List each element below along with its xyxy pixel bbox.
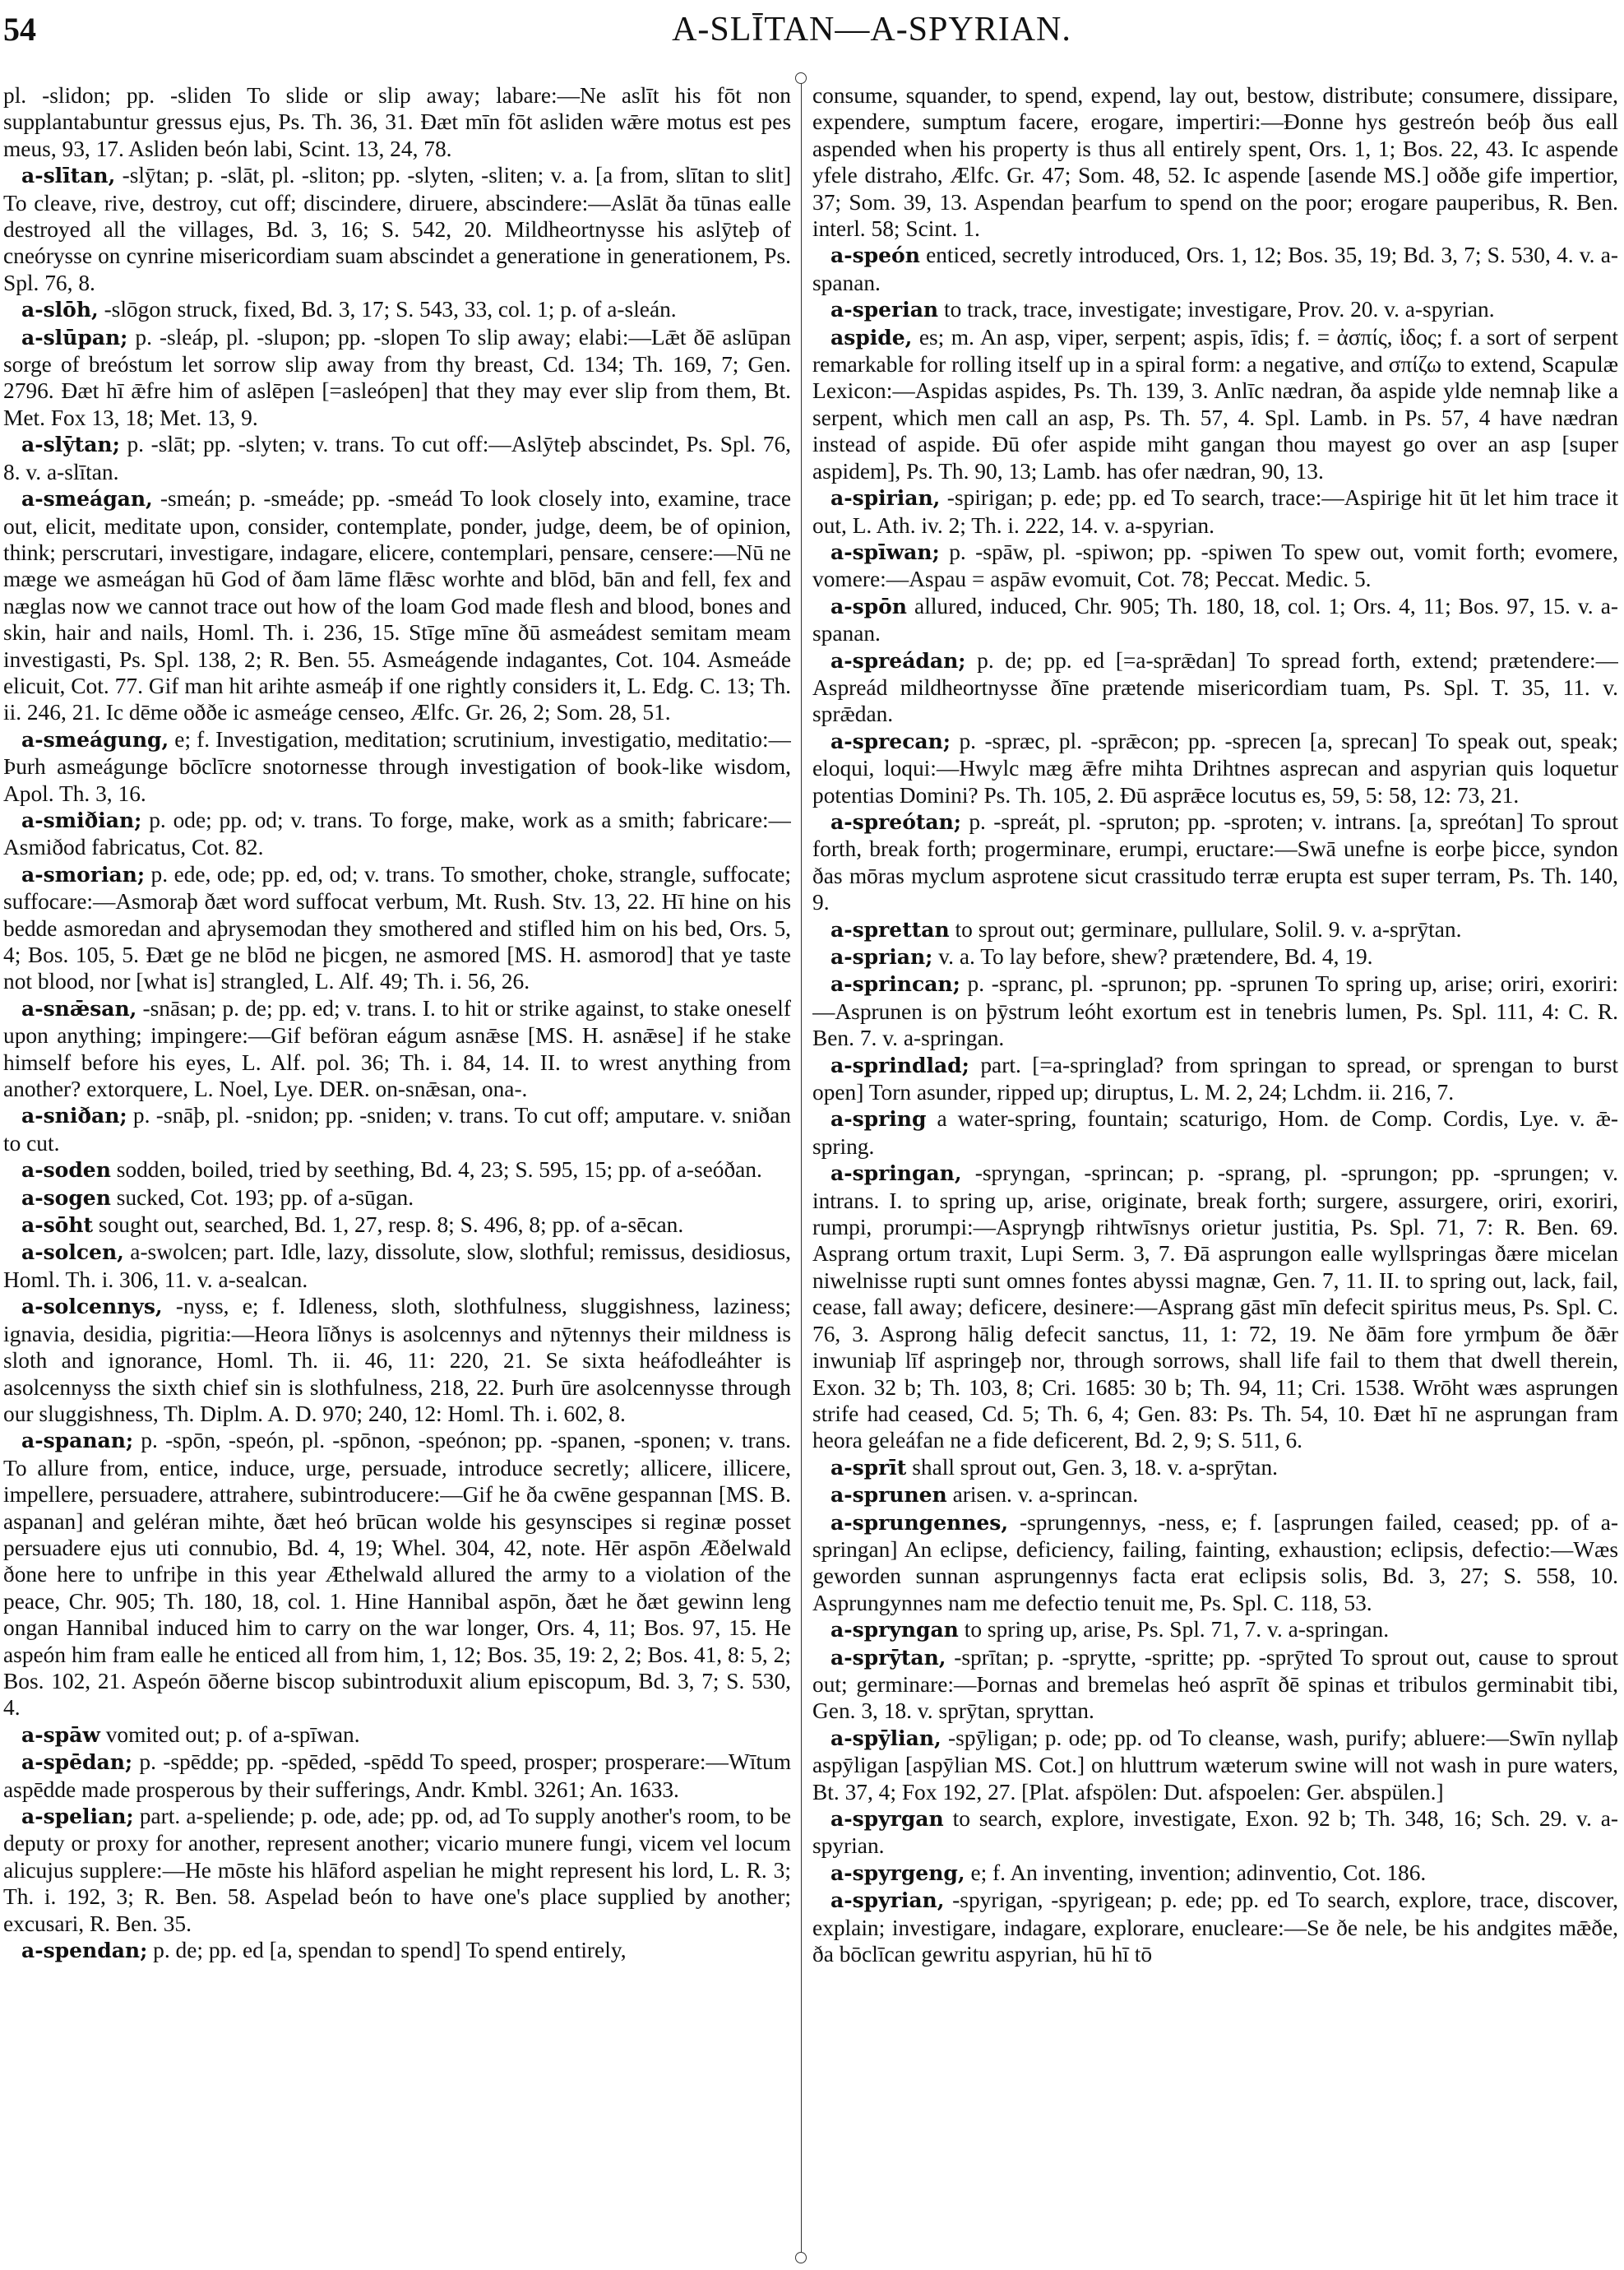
right-column	[812, 82, 1618, 2262]
dictionary-entry	[812, 593, 1618, 647]
dictionary-entry	[3, 726, 791, 807]
entry-text: sucked, Cot. 193; pp. of a-sūgan.	[116, 1184, 414, 1210]
headword: a-smeágung,	[21, 727, 169, 752]
headword: a-sprunen	[831, 1483, 947, 1508]
entry-text: a water-spring, fountain; scaturigo, Hom. de Comp. Cordis, Lye. v. ǣ-spring.	[812, 1106, 1618, 1159]
entry-text: -spirigan; p. ede; pp. ed To search, trace:—Aspirige hit ūt let him trace it out, L. Ath. iv. 2; Th. i. 222, 14. v. a-spyrian.	[812, 485, 1618, 538]
dictionary-entry	[812, 1887, 1618, 1967]
dictionary-entry	[812, 728, 1618, 808]
dictionary-entry	[812, 971, 1618, 1051]
entry-text: -smeán; p. -smeáde; pp. -smeád To look closely into, examine, trace out, elicit, meditate upon, consider, contemplate, ponder, judge, deem, be of opinion, think; perscrutari, investigare, indagare, elicere, contemplari, pensare, censere:—Nū ne mæge we asmeágan hū God of ðam lāme flǣsc worhte and blōd, bān and fell, fex and næglas now we cannot trace out how of the loam God made flesh and blood, bones and skin, hair and nails, Homl. Th. i. 236, 15. Stīge mīne ðū asmeádest semitam meam investigasti, Ps. Spl. 138, 2; R. Ben. 55. Asmeágende indagantes, Cot. 104. Asmeáde elicuit, Cot. 77. Gif man hit arihte asmeáþ if one rightly considers it, L. Edg. C. 13; Th. ii. 246, 21. Ic dēme oððe ic asmeáge censeo, Ælfc. Gr. 26, 2; Som. 28, 51.	[3, 486, 791, 725]
headword: a-spreádan;	[831, 648, 966, 673]
headword: a-sōht	[21, 1213, 94, 1238]
entry-text: p. -spræc, pl. -sprǣcon; pp. -sprecen [a, sprecan] To speak out, speak; eloqui, loqui:—Hwylc mæg ǣfre mihta Drihtnes asprecan and aspyrian quis loquetur potentias Domini? Ps. Th. 105, 2. Ðū asprǣce locutus es, 59, 5: 58, 12: 73, 21.	[812, 728, 1618, 808]
entry-text: -sprītan; p. -sprytte, -spritte; pp. -sprȳted To sprout out, cause to sprout out; germinare:—Þornas and bremelas heó asprīt ðē spinas et tribulos germinabit tibi, Gen. 3, 18. v. sprȳtan, spryttan.	[812, 1644, 1618, 1724]
headword: a-sprettan	[831, 917, 950, 942]
headword: a-slītan,	[21, 164, 116, 188]
dictionary-entry	[3, 82, 791, 162]
entry-text: enticed, secretly introduced, Ors. 1, 12; Bos. 35, 19; Bd. 3, 7; S. 530, 4. v. a-spanan.	[812, 243, 1618, 295]
headword: a-speón	[831, 243, 920, 268]
headword: a-spanan;	[21, 1429, 134, 1453]
entry-text: p. -spāw, pl. -spiwon; pp. -spiwen To spew out, vomit forth; evomere, vomere:—Aspau = aspāw evomuit, Cot. 78; Peccat. Medic. 5.	[812, 539, 1618, 592]
dictionary-entry	[812, 484, 1618, 539]
headword: a-sogen	[21, 1185, 111, 1210]
entry-text: p. -spreát, pl. -spruton; pp. -sproten; v. intrans. [a, spreótan] To sprout forth, break forth; progerminare, erumpi, eructare:—Swā unefne is eorþe þicce, syndon ðas mōras myclum asprotene sicut crassitudo terræ erupta est super terram, Ps. Th. 140, 9.	[812, 808, 1618, 915]
column-divider	[801, 82, 802, 2254]
headword: a-spōn	[831, 594, 907, 618]
entry-text: es; m. An asp, viper, serpent; aspis, īdis; f. = ἀσπίς, ἰδος; f. a sort of serpent remarkable for rolling itself up in a spiral form: a negative, and σπίζω to extend, Scapulæ Lexicon:—Aspidas aspides, Ps. Th. 139, 3. Anlīc nædran, ða aspide ylde nemnaþ like a serpent, which men call an asp, Ps. Th. 57, 4. Spl. Lamb. in Ps. 57, 4 have nædran instead of aspide. Ðū ofer aspide miht gangan thou mayest go over an asp [super aspidem], Ps. Th. 90, 13; Lamb. has ofer nædran, 90, 13.	[812, 324, 1618, 484]
headword: a-sprȳtan,	[831, 1645, 946, 1670]
dictionary-entry	[3, 1293, 791, 1427]
page-title: A-SLĪTAN—A-SPYRIAN.	[672, 11, 1071, 49]
headword: a-spreótan;	[831, 809, 962, 834]
headword: a-soden	[21, 1158, 111, 1183]
dictionary-entry	[3, 1427, 791, 1721]
headword: a-smiðian;	[21, 808, 142, 832]
dictionary-entry	[812, 1805, 1618, 1860]
headword: a-spȳlian,	[831, 1726, 942, 1750]
dictionary-entry	[812, 1454, 1618, 1481]
page-number: 54	[3, 11, 36, 48]
entry-text: p. de; pp. ed [=a-sprǣdan] To spread forth, extend; prætendere:—Aspreád mildheortnysse ðīne prætende misericordiam tuam, Ps. Spl. T. 35, 11. v. sprǣdan.	[812, 647, 1618, 727]
dictionary-entry	[812, 296, 1618, 323]
entry-text: p. -spēdde; pp. -spēded, -spēdd To speed, prosper; prosperare:—Wītum aspēdde made prosperous by their sufferings, Andr. Kmbl. 3261; An. 1633.	[3, 1749, 791, 1802]
dictionary-entry	[812, 1725, 1618, 1805]
dictionary-entry	[812, 82, 1618, 242]
entry-text: p. -spōn, -speón, pl. -spōnon, -speónon; pp. -spanen, -sponen; v. trans. To allure from, entice, induce, urge, persuade, introduce secretly; allicere, illicere, impellere, persuadere, attrahere, subintroducere:—Gif he ða cwēne gespannan [MS. B. aspanan] and geléran mihte, ðæt heó brūcan wolde his gesynscipes si reginæ posset persuadere ejus uti connubio, Bd. 4, 19; Whel. 304, 42, note. Hēr aspōn Æðelwald ðone here to unfriþe in this year Æthelwald allured the army to a violation of the peace, Chr. 905; Th. 180, 18, col. 1. Hine Hannibal aspōn, ðæt he ðæt gewinn leng ongan Hannibal induced him to carry on the war longer, Ors. 4, 11; Bos. 97, 15. He aspeón him fram ealle he enticed all from him, 1, 12; Bos. 35, 19: 2, 2; Bos. 41, 8: 5, 2; Bos. 102, 21. Aspeón ōðerne biscop subintroduxit alium episcopum, Bd. 3, 7; S. 530, 4.	[3, 1428, 791, 1721]
entry-text: a-swolcen; part. Idle, lazy, dissolute, slow, slothful; remissus, desidiosus, Homl. Th. i. 306, 11. v. a-sealcan.	[3, 1239, 791, 1292]
dictionary-entry	[3, 861, 791, 995]
headword: a-smeágan,	[21, 487, 153, 512]
dictionary-entry	[812, 1160, 1618, 1453]
entry-text: to track, trace, investigate; investigare, Prov. 20. v. a-spyrian.	[943, 297, 1495, 322]
dictionary-entry	[3, 995, 791, 1103]
headword: a-spelian;	[21, 1804, 134, 1828]
entry-text: pl. -slidon; pp. -sliden To slide or slip away; labare:—Ne aslīt his fōt non supplantabuntur gressus ejus, Ps. Th. 36, 31. Ðæt mīn fōt asliden wǣre motus est pes meus, 93, 17. Asliden beón labi, Scint. 13, 24, 78.	[3, 83, 791, 161]
headword: a-sniðan;	[21, 1104, 127, 1128]
headword: a-sprecan;	[831, 729, 951, 753]
dictionary-entry	[3, 162, 791, 296]
headword: a-sprincan;	[831, 972, 960, 997]
headword: a-spirian,	[831, 486, 941, 511]
dictionary-entry	[3, 807, 791, 861]
entry-text: p. -spranc, pl. -sprunon; pp. -sprunen To spring up, arise; oriri, exoriri:—Asprunen is on þȳstrum leóht exortum est in tenebris lumen, Ps. Spl. 111, 4: C. R. Ben. 7. v. a-springan.	[812, 971, 1618, 1051]
entry-text: e; f. Investigation, meditation; scrutinium, investigatio, meditatio:—Þurh asmeágunge bōclīcre snotornesse through investigation of book-like wisdom, Apol. Th. 3, 16.	[3, 726, 791, 806]
entry-text: part. [=a-springlad? from springan to spread, or sprengan to burst open] Torn asunder, ripped up; diruptus, L. M. 2, 24; Lchdm. ii. 216, 7.	[812, 1052, 1618, 1105]
dictionary-entry	[3, 431, 791, 485]
dictionary-entry	[3, 485, 791, 726]
entry-text: p. -sleáp, pl. -slupon; pp. -slopen To slip away; elabi:—Lǣt ðē aslūpan sorge of breóstum let sorrow slip away from thy breast, Cd. 134; Th. 169, 7; Gen. 2796. Ðæt hī ǣfre him of aslēpen [=asleópen] that they may ever slip from them, Bt. Met. Fox 13, 18; Met. 13, 9.	[3, 324, 791, 430]
entry-text: p. -slāt; pp. -slyten; v. trans. To cut off:—Aslȳteþ abscindet, Ps. Spl. 76, 8. v. a-slītan.	[3, 432, 791, 484]
dictionary-entry	[3, 1937, 791, 1964]
headword: a-smorian;	[21, 862, 146, 887]
left-column	[3, 82, 791, 2262]
dictionary-entry	[812, 647, 1618, 728]
entry-text: sodden, boiled, tried by seething, Bd. 4, 23; S. 595, 15; pp. of a-seóðan.	[116, 1157, 762, 1183]
headword: a-sprungennes,	[831, 1510, 1009, 1535]
headword: a-spyrgan	[831, 1807, 944, 1831]
entry-text: p. -snāþ, pl. -snidon; pp. -sniden; v. trans. To cut off; amputare. v. sniðan to cut.	[3, 1103, 791, 1156]
entry-text: arisen. v. a-sprincan.	[952, 1482, 1139, 1508]
entry-text: p. de; pp. ed [a, spendan to spend] To spend entirely,	[153, 1938, 627, 1963]
dictionary-entry	[812, 916, 1618, 943]
headword: a-solcennys,	[21, 1295, 163, 1319]
dictionary-entry	[3, 296, 791, 323]
entry-text: -sprungennys, -ness, e; f. [asprungen failed, ceased; pp. of a-springan] An eclipse, deficiency, failing, fainting, exhaustion; eclipsis, defectio:—Wæs geworden sunnan asprungennys facta erat eclipsis solis, Bd. 3, 27; S. 558, 10. Asprungynnes nam me defectio tenuit me, Ps. Spl. C. 118, 53.	[812, 1509, 1618, 1615]
headword: a-sprindlad;	[831, 1053, 969, 1077]
entry-text: v. a. To lay before, shew? prætendere, Bd. 4, 19.	[938, 944, 1373, 969]
headword: a-spendan;	[21, 1939, 148, 1963]
dictionary-entry	[812, 1105, 1618, 1160]
headword: aspide,	[831, 325, 913, 350]
dictionary-entry	[3, 1721, 791, 1749]
entry-text: allured, induced, Chr. 905; Th. 180, 18, col. 1; Ors. 4, 11; Bos. 97, 15. v. a-spanan.	[812, 593, 1618, 646]
headword: a-springan,	[831, 1161, 962, 1186]
dictionary-entry	[3, 1156, 791, 1184]
dictionary-entry	[3, 324, 791, 432]
entry-text: vomited out; p. of a-spīwan.	[105, 1721, 360, 1747]
headword: a-spēdan;	[21, 1750, 133, 1775]
dictionary-entry	[812, 1509, 1618, 1617]
entry-text: -slȳtan; p. -slāt, pl. -sliton; pp. -slyten, -sliten; v. a. [a from, slītan to slit] To cleave, rive, destroy, cut off; discindere, diruere, abscindere:—Aslāt ða tūnas ealle destroyed all the villages, Bd. 3, 16; S. 542, 20. Mildheortnysse his aslȳteþ of cneórysse on cynrine misericordiam suam abscindet a generatione in generationem, Ps. Spl. 76, 8.	[3, 163, 791, 295]
dictionary-entry	[812, 1481, 1618, 1508]
dictionary-entry	[812, 808, 1618, 916]
entry-text: to spring up, arise, Ps. Spl. 71, 7. v. a-springan.	[964, 1617, 1390, 1642]
page-header	[0, 7, 1624, 64]
entry-text: -snāsan; p. de; pp. ed; v. trans. I. to hit or strike against, to stake oneself upon anything; impingere:—Gif beföran eágum asnǣse [MS. H. asnǣse] if he stake himself before his eyes, L. Alf. pol. 36; Th. i. 84, 14. II. to wrest anything from another? extorquere, L. Noel, Lye. DER. on-snǣsan, ona-.	[3, 995, 791, 1102]
entry-text: shall sprout out, Gen. 3, 18. v. a-sprȳtan.	[912, 1454, 1278, 1480]
entry-text: e; f. An inventing, invention; adinventio, Cot. 186.	[970, 1860, 1427, 1885]
entry-text: -nyss, e; f. Idleness, sloth, slothfulness, sluggishness, laziness; ignavia, desidia, pigritia:—Heora līðnys is asolcennys and nȳtennys their mildness is sloth and ignorance, Homl. Th. ii. 46, 11: 220, 21. Se sixta heáfodleáhter is asolcennyss the sixth chief sin is slothfulness, 218, 22. Þurh ūre asolcennysse through our sluggishness, Th. Diplm. A. D. 970; 240, 12: Homl. Th. i. 602, 8.	[3, 1294, 791, 1426]
dictionary-entry	[3, 1184, 791, 1211]
entry-text: to search, explore, investigate, Exon. 92 b; Th. 348, 16; Sch. 29. v. a-spyrian.	[812, 1806, 1618, 1859]
headword: a-sperian	[831, 298, 939, 322]
headword: a-spryngan	[831, 1618, 959, 1642]
headword: a-sprīt	[831, 1455, 907, 1480]
dictionary-entry	[3, 1239, 791, 1293]
headword: a-spyrian,	[831, 1888, 945, 1913]
entry-text: -spȳligan; p. ode; pp. od To cleanse, wash, purify; abluere:—Swīn nyllaþ aspȳligan [aspȳlian MS. Cot.] on hluttrum wæterum swine will not wash in pure waters, Bt. 37, 4; Fox 192, 27. [Plat. afspölen: Dut. afspoelen: Ger. abspülen.]	[812, 1725, 1618, 1804]
dictionary-entry	[812, 1616, 1618, 1643]
dictionary-entry	[812, 1644, 1618, 1725]
headword: a-slūpan;	[21, 325, 128, 350]
headword: a-snǣsan,	[21, 996, 137, 1021]
headword: a-slōh,	[21, 298, 99, 322]
dictionary-entry	[812, 1860, 1618, 1887]
dictionary-entry	[3, 1803, 791, 1937]
headword: a-spring	[831, 1107, 927, 1132]
entry-text: consume, squander, to spend, expend, lay out, bestow, distribute; consumere, dissipare, expendere, sumptum facere, erogare, impertiri:—Ðonne hys gestreón beóþ ðus eall aspended when his property is thus all entirely spent, Ors. 1, 1; Bos. 22, 43. Ic aspende yfele distraho, Ælfc. Gr. 47; Som. 48, 52. Ic aspende [asende MS.] oððe gife impertior, 37; Som. 39, 13. Aspendan þearfum to spend on the poor; erogare pauperibus, R. Ben. interl. 58; Scint. 1.	[812, 83, 1618, 242]
dictionary-entry	[812, 242, 1618, 296]
headword: a-spyrgeng,	[831, 1860, 965, 1885]
dictionary-entry	[812, 539, 1618, 593]
entry-text: p. ode; pp. od; v. trans. To forge, make, work as a smith; fabricare:—Asmiðod fabricatus, Cot. 82.	[3, 807, 791, 860]
headword: a-spāw	[21, 1722, 100, 1747]
entry-text: -spyrigan, -spyrigean; p. ede; pp. ed To search, explore, trace, discover, explain; investigare, indagare, explorare, enucleare:—Se ðe nele, be his andgites mǣðe, ða bōclīcan gewritu aspyrian, hū hī tō	[812, 1888, 1618, 1967]
entry-text: -spryngan, -sprincan; p. -sprang, pl. -sprungon; pp. -sprungen; v. intrans. I. to spring up, arise, originate, break forth; surgere, assurgere, oriri, exoriri, rumpi, prorumpi:—Aspryngþ rihtwīsnys orietur justitia, Ps. Spl. 71, 7: R. Ben. 69. Asprang ortum traxit, Lupi Serm. 3, 7. Ðā asprungon ealle wyllspringas ðære micelan niwelnisse rupti sunt omnes fontes abyssi magnæ, Gen. 7, 11. II. to spring out, lack, fail, cease, fall away; deficere, desinere:—Asprang gāst mīn defecit spiritus meus, Ps. Spl. C. 76, 3. Asprong hālig defecit sanctus, 11, 1: 72, 19. Ne ðām fore yrmþum ðe ðǣr inwuniaþ līf aspringeþ nor, through sorrows, shall life fail to them that dwell therein, Exon. 32 b; Th. 103, 8; Cri. 1685: 30 b; Th. 94, 11; Cri. 1538. Wrōht wæs asprungen strife had ceased, Cd. 5; Th. 6, 4; Gen. 83: Ps. Th. 54, 10. Ðæt hī ne asprungan fram heora geleáfan ne a fide deficerent, Bd. 2, 9; S. 511, 6.	[812, 1160, 1618, 1453]
dictionary-entry	[812, 943, 1618, 971]
entry-text: part. a-speliende; p. ode, ade; pp. od, ad To supply another's room, to be deputy or proxy for another, represent another; vicario munere fungi, vicem vel locum alicujus supplere:—He mōste his hlāford aspelian he might represent his lord, L. R. 3; Th. i. 192, 3; R. Ben. 58. Aspelad beón to have one's place supplied by another; excusari, R. Ben. 35.	[3, 1804, 791, 1936]
dictionary-entry	[3, 1102, 791, 1156]
dictionary-entry	[3, 1749, 791, 1803]
headword: a-sprian;	[831, 945, 933, 969]
headword: a-spīwan;	[831, 540, 940, 564]
headword: a-slȳtan;	[21, 433, 120, 457]
entry-text: -slōgon struck, fixed, Bd. 3, 17; S. 543, 33, col. 1; p. of a-sleán.	[104, 297, 677, 322]
entry-text: sought out, searched, Bd. 1, 27, resp. 8; S. 496, 8; pp. of a-sēcan.	[98, 1212, 684, 1238]
dictionary-entry	[812, 1052, 1618, 1106]
dictionary-entry	[3, 1211, 791, 1239]
entry-text: to sprout out; germinare, pullulare, Solil. 9. v. a-sprȳtan.	[955, 916, 1462, 942]
dictionary-entry	[812, 324, 1618, 484]
entry-text: p. ede, ode; pp. ed, od; v. trans. To smother, choke, strangle, suffocate; suffocare:—Asmoraþ ðæt word suffocat verbum, Mt. Rush. Stv. 13, 22. Hī hine on his bedde asmoredan and aþrysemodan they smothered and stifled him on his bed, Ors. 5, 4; Bos. 105, 5. Ðæt ge ne blōd ne þicgen, ne asmored [MS. H. asmorod] that ye taste not blood, nor [what is] strangled, L. Alf. 49; Th. i. 56, 26.	[3, 861, 791, 994]
headword: a-solcen,	[21, 1240, 124, 1265]
